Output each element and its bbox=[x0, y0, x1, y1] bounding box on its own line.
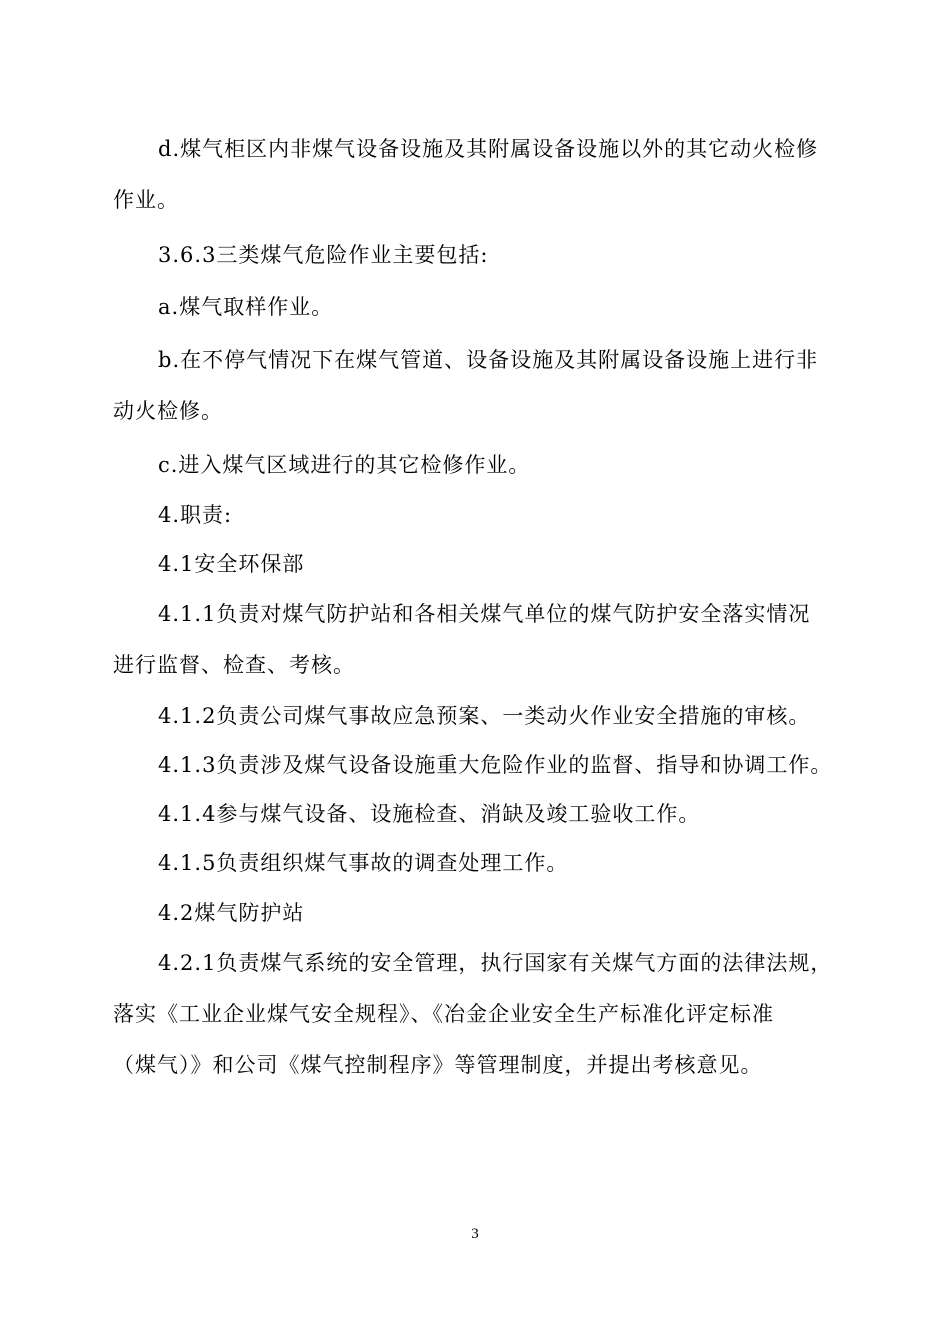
text-line: 4.1.2负责公司煤气事故应急预案、一类动火作业安全措施的审核。 bbox=[158, 704, 811, 728]
text-line: 4.1.5负责组织煤气事故的调查处理工作。 bbox=[158, 851, 569, 875]
text-line: 4.2煤气防护站 bbox=[158, 901, 305, 925]
text-line: 作业。 bbox=[113, 188, 179, 212]
text-line: 4.职责: bbox=[158, 503, 233, 527]
paragraph-c bbox=[113, 440, 833, 491]
section-heading-4-2 bbox=[113, 888, 833, 939]
text-line: （煤气）》和公司《煤气控制程序》等管理制度，并提出考核意见。 bbox=[113, 1053, 763, 1077]
page-number: 3 bbox=[471, 1226, 479, 1242]
text-line: 4.1.4参与煤气设备、设施检查、消缺及竣工验收工作。 bbox=[158, 802, 701, 826]
text-line: 进行监督、检查、考核。 bbox=[113, 653, 355, 677]
paragraph-4-1-4 bbox=[113, 789, 833, 840]
text-line: a.煤气取样作业。 bbox=[158, 295, 334, 319]
paragraph-4-1-2 bbox=[113, 691, 833, 742]
text-line: 4.1.3负责涉及煤气设备设施重大危险作业的监督、指导和协调工作。 bbox=[158, 753, 833, 777]
paragraph-4-2-1 bbox=[113, 938, 833, 1091]
text-line: d.煤气柜区内非煤气设备设施及其附属设备设施以外的其它动火检修 bbox=[158, 137, 819, 161]
text-line: 动火检修。 bbox=[113, 399, 223, 423]
text-line: 落实《工业企业煤气安全规程》、《冶金企业安全生产标准化评定标准 bbox=[113, 1002, 774, 1026]
paragraph-d bbox=[113, 124, 833, 226]
section-heading-4 bbox=[113, 490, 833, 541]
text-line: 4.1.1负责对煤气防护站和各相关煤气单位的煤气防护安全落实情况 bbox=[158, 602, 811, 626]
text-line: 4.2.1负责煤气系统的安全管理，执行国家有关煤气方面的法律法规， bbox=[158, 951, 833, 975]
text-line: c.进入煤气区域进行的其它检修作业。 bbox=[158, 453, 531, 477]
paragraph-4-1-5 bbox=[113, 838, 833, 889]
paragraph-4-1-3 bbox=[113, 740, 833, 791]
paragraph-3-6-3 bbox=[113, 230, 833, 281]
text-line: b.在不停气情况下在煤气管道、设备设施及其附属设备设施上进行非 bbox=[158, 348, 819, 372]
paragraph-b bbox=[113, 335, 833, 437]
paragraph-4-1-1 bbox=[113, 589, 833, 691]
paragraph-a bbox=[113, 282, 833, 333]
section-heading-4-1 bbox=[113, 539, 833, 590]
text-line: 4.1安全环保部 bbox=[158, 552, 305, 576]
text-line: 3.6.3三类煤气危险作业主要包括: bbox=[158, 243, 489, 267]
